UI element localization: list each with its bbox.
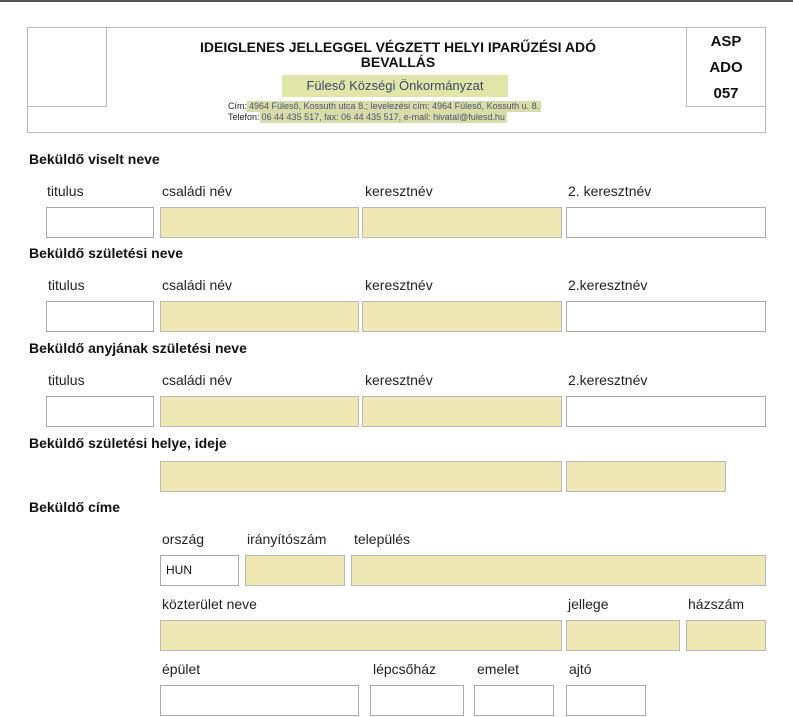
section-title-cim: Beküldő címe [29,499,121,515]
label-epulet: épület [162,661,201,677]
kozterulet-input[interactable] [160,620,562,651]
section-title-viselt-nev: Beküldő viselt neve [29,151,160,167]
label-orszag: ország [162,531,205,547]
label-keresztnev-2: 2.keresztnév [568,372,648,388]
anyja-keresztnev-input[interactable] [362,396,562,427]
anyja-csaladi-nev-input[interactable] [160,396,359,427]
label-csaladi-nev: családi név [162,277,233,293]
telepules-input[interactable] [351,555,766,586]
label-csaladi-nev: családi név [162,372,233,388]
anyja-keresztnev-2-input[interactable] [566,396,766,427]
label-lepcsohaz: lépcsőház [373,661,437,677]
iranyitoszam-input[interactable] [245,555,345,586]
viselt-keresztnev-2-input[interactable] [566,207,766,238]
phone-value: 06 44 435 517, fax: 06 44 435 517, e-mail: hivatal@fulesd.hu [261,112,505,122]
label-emelet: emelet [477,661,520,677]
label-ajto: ajtó [569,661,592,677]
form-code-line1: ASP [710,33,742,50]
section-title-anyja-nev: Beküldő anyjának születési neve [29,340,247,356]
szuletesi-hely-input[interactable] [160,461,562,492]
address-value: 4964 Füleső, Kossuth utca 8.; levelezési cím: 4964 Füleső, Kossuth u. 8. [249,101,540,111]
form-header [27,27,766,133]
section-title-szuletesi-nev: Beküldő születési neve [29,245,184,261]
label-csaladi-nev: családi név [162,183,233,199]
label-keresztnev-2: 2. keresztnév [568,183,652,199]
orszag-input[interactable] [160,555,239,586]
epulet-input[interactable] [160,685,359,716]
label-keresztnev: keresztnév [365,277,433,293]
lepcsohaz-input[interactable] [370,685,464,716]
form-code [686,28,765,107]
form-title [140,40,656,70]
szuletesi-keresztnev-input[interactable] [362,301,562,332]
viselt-keresztnev-input[interactable] [362,207,562,238]
anyja-titulus-input[interactable] [46,396,154,427]
issuer-contact [228,101,541,123]
logo-placeholder [28,28,107,107]
jellege-input[interactable] [566,620,680,651]
ajto-input[interactable] [566,685,646,716]
label-keresztnev-2: 2.keresztnév [568,277,648,293]
label-telepules: település [354,531,411,547]
szuletesi-csaladi-nev-input[interactable] [160,301,359,332]
issuer-name: Füleső Községi Önkormányzat [282,75,508,97]
form-code-line3: 057 [713,85,739,102]
label-keresztnev: keresztnév [365,183,433,199]
szuletesi-ido-input[interactable] [566,461,726,492]
label-titulus: titulus [47,183,84,199]
szuletesi-titulus-input[interactable] [46,301,154,332]
viselt-titulus-input[interactable] [46,207,154,238]
emelet-input[interactable] [474,685,554,716]
szuletesi-keresztnev-2-input[interactable] [566,301,766,332]
label-kozterulet: közterület neve [162,596,257,612]
label-jellege: jellege [568,596,609,612]
label-titulus: titulus [48,372,85,388]
label-titulus: titulus [48,277,85,293]
top-border-line [0,0,793,2]
label-keresztnev: keresztnév [365,372,433,388]
phone-label: Telefon: [228,112,260,122]
address-label: Cím: [228,101,247,111]
label-iranyitoszam: irányítószám [247,531,327,547]
form-code-line2: ADO [709,59,743,76]
section-title-szuletes: Beküldő születési helye, ideje [29,435,227,451]
label-hazszam: házszám [688,596,745,612]
viselt-csaladi-nev-input[interactable] [160,207,359,238]
form-title-line2: BEVALLÁS [360,54,436,70]
orszag-value: HUN [166,563,192,577]
hazszam-input[interactable] [686,620,766,651]
form-title-line1: IDEIGLENES JELLEGGEL VÉGZETT HELYI IPARŰZÉSI ADÓ [200,39,596,55]
